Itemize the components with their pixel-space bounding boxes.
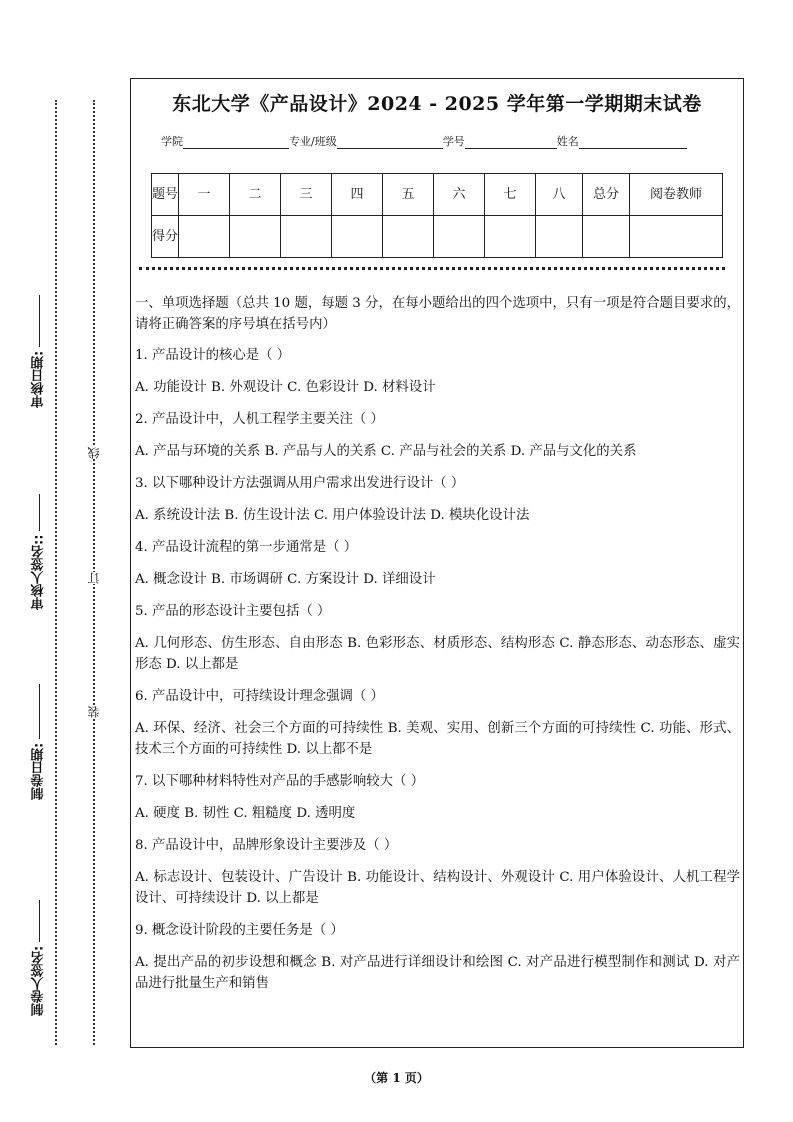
score-cell[interactable]	[536, 216, 583, 258]
question-6-options: A. 环保、经济、社会三个方面的可持续性 B. 美观、实用、创新三个方面的可持续性 C. 功能、形式、技术三个方面的可持续性 D. 以上都不是	[135, 721, 740, 757]
page-number: （第 1 页）	[364, 1071, 429, 1085]
student-id-input[interactable]	[465, 136, 557, 149]
question-number-label: 题号	[152, 174, 179, 216]
score-cell[interactable]	[281, 216, 332, 258]
score-cell[interactable]	[179, 216, 230, 258]
question-7-options: A. 硬度 B. 韧性 C. 粗糙度 D. 透明度	[135, 806, 356, 821]
compiler-signature-field[interactable]	[22, 896, 56, 1016]
major-class-label: 专业/班级	[289, 135, 337, 148]
score-cell[interactable]	[383, 216, 434, 258]
score-row-label: 得分	[152, 216, 179, 258]
score-cell[interactable]	[485, 216, 536, 258]
compile-date-label: 制卷日期:	[31, 742, 47, 800]
score-table-score-row	[152, 216, 723, 258]
question-2: 2. 产品设计中，人机工程学主要关注（ ）	[135, 412, 384, 427]
score-cell[interactable]	[332, 216, 383, 258]
score-col-8: 八	[536, 174, 583, 216]
score-cell[interactable]	[434, 216, 485, 258]
review-date-blank	[38, 295, 40, 347]
score-col-1: 一	[179, 174, 230, 216]
score-cell[interactable]	[230, 216, 281, 258]
score-col-7: 七	[485, 174, 536, 216]
exam-title: 东北大学《产品设计》2024 - 2025 学年第一学期期末试卷	[172, 93, 702, 115]
score-col-5: 五	[383, 174, 434, 216]
score-cell-total[interactable]	[583, 216, 630, 258]
score-col-grader: 阅卷教师	[630, 174, 723, 216]
section-heading: 一、单项选择题（总共 10 题，每题 3 分，在每小题给出的四个选项中，只有一项是符合题目要求的，请将正确答案的序号填在括号内）	[135, 296, 740, 332]
question-4-options: A. 概念设计 B. 市场调研 C. 方案设计 D. 详细设计	[135, 572, 436, 587]
binding-char-line: 线	[87, 447, 101, 459]
score-col-2: 二	[230, 174, 281, 216]
review-date-field[interactable]	[22, 290, 56, 408]
question-9-options: A. 提出产品的初步设想和概念 B. 对产品进行详细设计和绘图 C. 对产品进行模型制作和测试 D. 对产品进行批量生产和销售	[135, 955, 740, 991]
compile-date-field[interactable]	[22, 680, 56, 800]
compile-date-blank	[38, 684, 40, 739]
student-info-row	[161, 133, 687, 149]
question-8-options: A. 标志设计、包装设计、广告设计 B. 功能设计、结构设计、外观设计 C. 用户体验设计、人机工程学设计、可持续设计 D. 以上都是	[135, 870, 740, 906]
dotted-separator	[139, 267, 725, 270]
question-section	[135, 293, 740, 1005]
compiler-signature-label: 制卷人签名:	[31, 945, 47, 1016]
score-table	[151, 173, 723, 258]
reviewer-signature-label: 审核人签名::	[31, 534, 47, 610]
question-4: 4. 产品设计流程的第一步通常是（ ）	[135, 540, 358, 555]
binding-char-staple: 订	[87, 572, 101, 584]
question-9: 9. 概念设计阶段的主要任务是（ ）	[135, 923, 344, 938]
score-col-6: 六	[434, 174, 485, 216]
question-1: 1. 产品设计的核心是（ ）	[135, 348, 291, 363]
name-input[interactable]	[579, 136, 687, 149]
reviewer-signature-blank	[38, 494, 40, 531]
score-cell-grader[interactable]	[630, 216, 723, 258]
review-date-label: 审核日期:	[31, 350, 47, 408]
question-3: 3. 以下哪种设计方法强调从用户需求出发进行设计（ ）	[135, 476, 465, 491]
question-3-options: A. 系统设计法 B. 仿生设计法 C. 用户体验设计法 D. 模块化设计法	[135, 508, 530, 523]
question-5: 5. 产品的形态设计主要包括（ ）	[135, 604, 331, 619]
score-table-header-row	[152, 174, 723, 216]
college-label: 学院	[161, 135, 183, 148]
college-input[interactable]	[183, 136, 289, 149]
question-6: 6. 产品设计中，可持续设计理念强调（ ）	[135, 689, 384, 704]
score-col-4: 四	[332, 174, 383, 216]
question-7: 7. 以下哪种材料特性对产品的手感影响较大（ ）	[135, 774, 425, 789]
binding-char-bind: 装	[87, 706, 101, 718]
question-2-options: A. 产品与环境的关系 B. 产品与人的关系 C. 产品与社会的关系 D. 产品与文化的关系	[135, 444, 637, 459]
score-col-3: 三	[281, 174, 332, 216]
student-id-label: 学号	[442, 135, 465, 148]
compiler-signature-blank	[38, 900, 40, 942]
question-8: 8. 产品设计中，品牌形象设计主要涉及（ ）	[135, 838, 398, 853]
score-col-total: 总分	[583, 174, 630, 216]
name-label: 姓名	[556, 135, 579, 148]
exam-frame	[130, 78, 744, 1048]
reviewer-signature-field[interactable]	[22, 490, 56, 610]
question-1-options: A. 功能设计 B. 外观设计 C. 色彩设计 D. 材料设计	[135, 380, 436, 395]
major-class-input[interactable]	[337, 136, 443, 149]
question-5-options: A. 几何形态、仿生形态、自由形态 B. 色彩形态、材质形态、结构形态 C. 静态形态、动态形态、虚实形态 D. 以上都是	[135, 636, 740, 672]
